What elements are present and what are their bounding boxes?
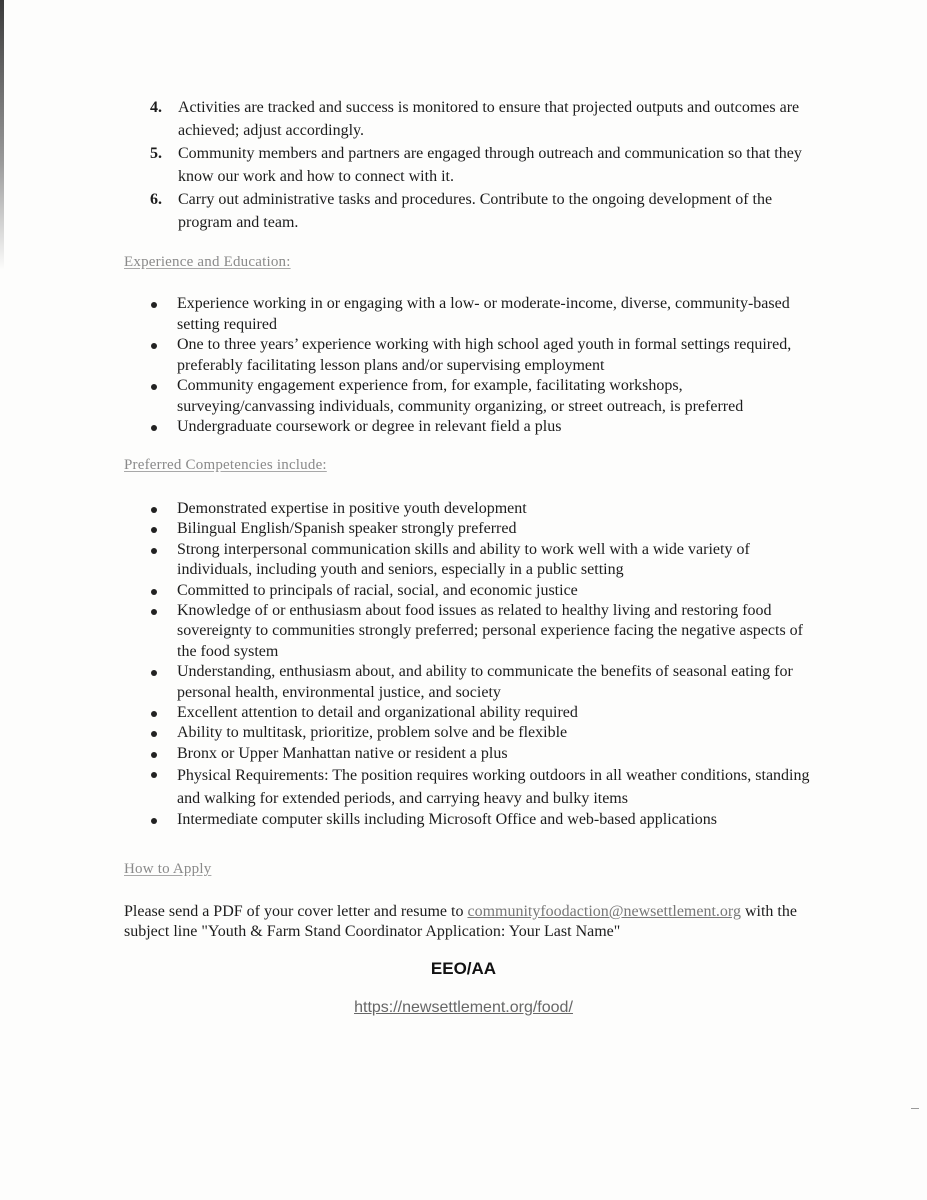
bullet-icon [151, 302, 157, 308]
scan-edge-shadow [0, 0, 4, 270]
duty-item [150, 188, 810, 234]
bullet-icon [151, 343, 157, 349]
email-link[interactable]: communityfoodaction@newsettlement.org [467, 903, 741, 920]
experience-item [150, 335, 810, 376]
competency-item [150, 744, 810, 764]
competency-item [150, 764, 810, 810]
competency-item-text: Ability to multitask, prioritize, problem solve and be flexible [177, 724, 568, 742]
competency-item [150, 662, 810, 703]
bullet-icon [151, 731, 157, 737]
competency-item-text: Demonstrated expertise in positive youth development [177, 500, 527, 517]
competency-item-text: Intermediate computer skills including Microsoft Office and web-based applications [177, 811, 717, 829]
competency-item [150, 499, 810, 519]
apply-heading: How to Apply [124, 861, 212, 877]
duty-number: 5. [150, 145, 162, 162]
duties-list [150, 96, 810, 234]
scan-corner-mark [911, 1108, 919, 1109]
bullet-icon [151, 818, 157, 824]
competency-item [150, 519, 810, 539]
duty-number: 6. [150, 191, 162, 208]
duty-number: 4. [150, 99, 162, 116]
bullet-icon [151, 670, 157, 676]
bullet-icon [151, 589, 157, 595]
competency-item [150, 810, 810, 830]
competency-item [150, 601, 810, 662]
experience-heading: Experience and Education: [124, 254, 291, 270]
bullet-icon [151, 548, 157, 554]
apply-instructions [124, 902, 824, 942]
experience-item-text: Community engagement experience from, for example, facilitating workshops, surveying/canvassing individuals, community organizing, or street outreach, is preferred [177, 377, 744, 415]
bullet-icon [151, 425, 157, 431]
experience-item-text: Experience working in or engaging with a low- or moderate-income, diverse, community-based setting required [177, 295, 790, 333]
duty-text: Carry out administrative tasks and procedures. Contribute to the ongoing development of the program and team. [178, 191, 773, 231]
bullet-icon [151, 772, 157, 778]
competency-item [150, 723, 810, 743]
competency-item-text: Understanding, enthusiasm about, and ability to communicate the benefits of seasonal eating for personal health, environmental justice, and society [177, 663, 793, 701]
bullet-icon [151, 384, 157, 390]
experience-item [150, 376, 810, 417]
competency-item [150, 703, 810, 723]
experience-list [150, 294, 810, 438]
experience-item [150, 294, 810, 335]
duty-text: Community members and partners are engaged through outreach and communication so that they know our work and how to connect with it. [178, 145, 802, 185]
bullet-icon [151, 609, 157, 615]
competency-item-text: Knowledge of or enthusiasm about food issues as related to healthy living and restoring food sovereignty to communities strongly preferred; personal experience facing the negative aspects of the food system [177, 602, 803, 660]
bullet-icon [151, 711, 157, 717]
experience-item-text: Undergraduate coursework or degree in relevant field a plus [177, 418, 562, 435]
website-link [0, 999, 927, 1017]
competency-item-text: Committed to principals of racial, social, and economic justice [177, 581, 578, 599]
experience-item-text: One to three years’ experience working with high school aged youth in formal settings required, preferably facilitating lesson plans and/or supervising employment [177, 336, 792, 374]
experience-item [150, 417, 810, 438]
competencies-heading: Preferred Competencies include: [124, 457, 327, 473]
bullet-icon [151, 507, 157, 513]
competency-item [150, 540, 810, 581]
eeo-statement: EEO/AA [430, 959, 497, 978]
duty-item [150, 142, 810, 188]
bullet-icon [151, 527, 157, 533]
competency-item-text: Bronx or Upper Manhattan native or resident a plus [177, 744, 508, 762]
duty-text: Activities are tracked and success is monitored to ensure that projected outputs and outcomes are achieved; adjust accordingly. [178, 99, 800, 139]
website-link-text[interactable]: https://newsettlement.org/food/ [354, 999, 573, 1016]
competency-item-text: Bilingual English/Spanish speaker strongly preferred [177, 520, 517, 538]
duty-item [150, 96, 810, 142]
competency-item-text: Physical Requirements: The position requires working outdoors in all weather conditions, standing and walking for extended periods, and carrying heavy and bulky items [177, 767, 810, 808]
competency-item-text: Excellent attention to detail and organizational ability required [177, 704, 578, 722]
apply-text-before: Please send a PDF of your cover letter and resume to [124, 903, 468, 920]
apply-text-after: with the subject line "Youth & Farm Stand Coordinator Application: Your Last Name" [124, 903, 797, 940]
competencies-list [150, 499, 810, 831]
bullet-icon [151, 752, 157, 758]
competency-item [150, 581, 810, 601]
competency-item-text: Strong interpersonal communication skills and ability to work well with a wide variety of individuals, including youth and seniors, especially in a public setting [177, 540, 750, 579]
